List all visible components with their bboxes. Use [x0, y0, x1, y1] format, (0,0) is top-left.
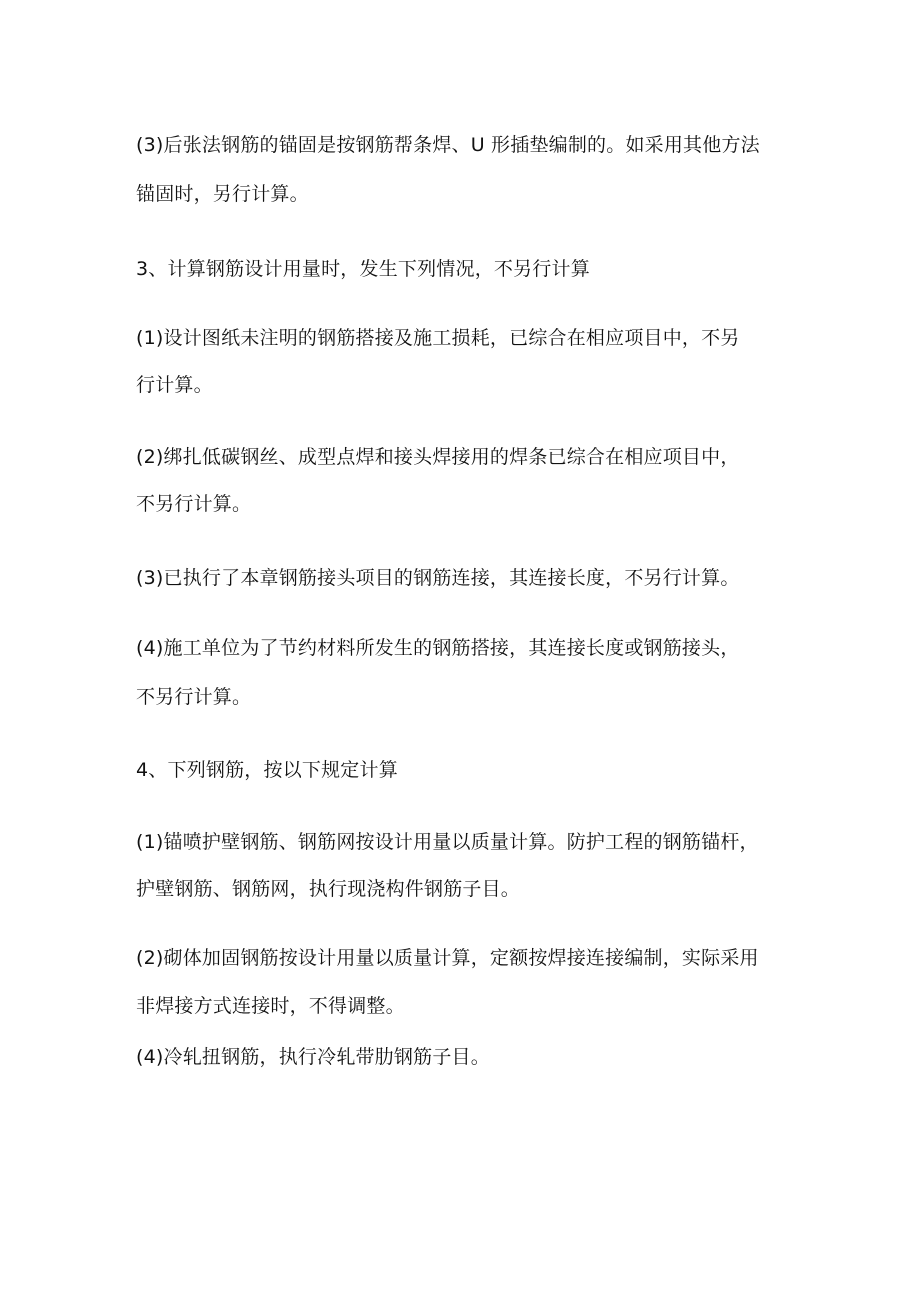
- text-line: 行计算。: [136, 374, 213, 396]
- text-line: 非焊接方式连接时，不得调整。: [136, 995, 405, 1017]
- text-line: (2)砌体加固钢筋按设计用量以质量计算，定额按焊接连接编制，实际采用: [136, 947, 759, 969]
- text-line: 锚固时，另行计算。: [136, 183, 309, 205]
- text-line: (3)已执行了本章钢筋接头项目的钢筋连接，其连接长度，不另行计算。: [136, 567, 740, 589]
- text-line: 护壁钢筋、钢筋网，执行现浇构件钢筋子目。: [136, 878, 521, 900]
- text-line: (2)绑扎低碳钢丝、成型点焊和接头焊接用的焊条已综合在相应项目中，: [136, 446, 740, 468]
- section-heading: 3、计算钢筋设计用量时，发生下列情况，不另行计算: [136, 258, 590, 280]
- text-line: 不另行计算。: [136, 493, 252, 515]
- text-line: (1)设计图纸未注明的钢筋搭接及施工损耗，已综合在相应项目中，不另: [136, 327, 740, 349]
- text-line: (4)施工单位为了节约材料所发生的钢筋搭接，其连接长度或钢筋接头，: [136, 637, 740, 659]
- text-line: 不另行计算。: [136, 686, 252, 708]
- text-line: (1)锚喷护壁钢筋、钢筋网按设计用量以质量计算。防护工程的钢筋锚杆，: [136, 831, 759, 853]
- text-line: (3)后张法钢筋的锚固是按钢筋帮条焊、U 形插垫编制的。如采用其他方法: [136, 134, 760, 156]
- text-line: (4)冷轧扭钢筋，执行冷轧带肋钢筋子目。: [136, 1046, 490, 1068]
- section-heading: 4、下列钢筋，按以下规定计算: [136, 759, 398, 781]
